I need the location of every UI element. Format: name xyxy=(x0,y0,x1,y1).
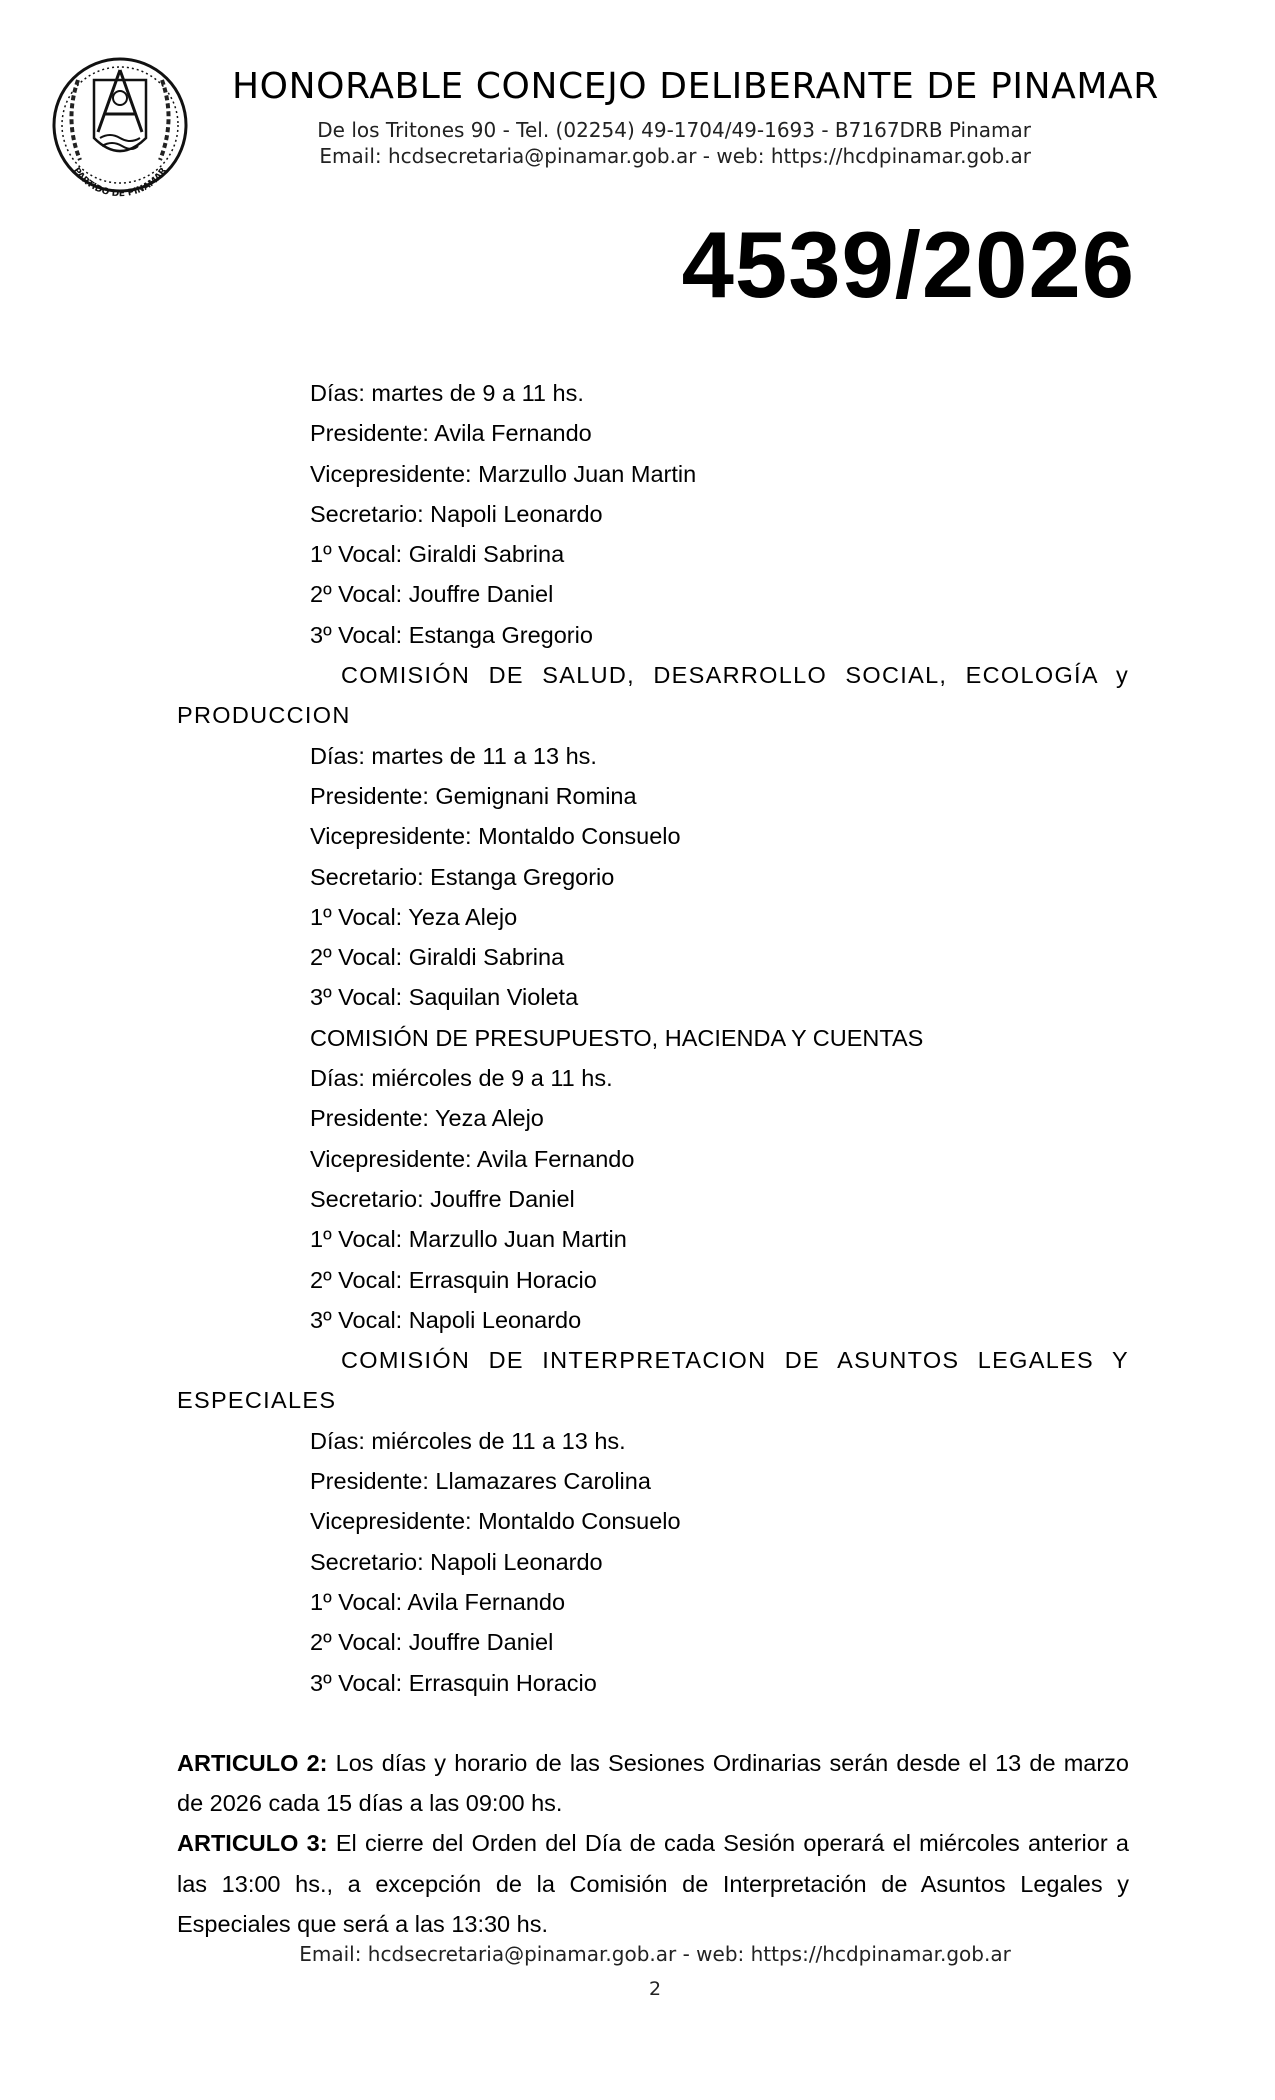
article-text: El cierre del Orden del Día de cada Sesión operará el miércoles anterior a las 13:00 hs., a excepción de la Comisión de Interpretación de Asuntos Legales y Especiales que será a las 13:30 hs. xyxy=(177,1830,1130,1937)
document-number: 4539/2026 xyxy=(681,212,1135,317)
commission-vocal-3: 3º Vocal: Napoli Leonardo xyxy=(310,1306,582,1333)
council-address: De los Tritones 90 - Tel. (02254) 49-1704/49-1693 - B7167DRB Pinamar xyxy=(317,118,1031,142)
commission-vice: Vicepresidente: Avila Fernando xyxy=(310,1145,635,1172)
commission-president: Presidente: Gemignani Romina xyxy=(310,782,637,809)
footer-contact: Email: hcdsecretaria@pinamar.gob.ar - web: https://hcdpinamar.gob.ar xyxy=(299,1942,1011,1966)
commission-days: Días: martes de 9 a 11 hs. xyxy=(310,380,584,406)
commission-secretary: Secretario: Estanga Gregorio xyxy=(310,863,615,890)
council-contact: Email: hcdsecretaria@pinamar.gob.ar - web: https://hcdpinamar.gob.ar xyxy=(319,144,1031,168)
commission-secretary: Secretario: Napoli Leonardo xyxy=(310,500,603,527)
commission-vocal-3: 3º Vocal: Errasquin Horacio xyxy=(310,1669,597,1696)
commission-vocal-1: 1º Vocal: Giraldi Sabrina xyxy=(310,541,565,568)
commission-presupuesto xyxy=(177,1018,1129,1340)
commission-secretary: Secretario: Napoli Leonardo xyxy=(310,1548,603,1575)
commission-title-cont: ESPECIALES xyxy=(177,1387,337,1414)
commission-vocal-2: 2º Vocal: Jouffre Daniel xyxy=(310,1629,554,1656)
council-seal-icon xyxy=(50,40,190,210)
commission-vocal-3: 3º Vocal: Estanga Gregorio xyxy=(310,621,593,648)
article-2 xyxy=(177,1743,1129,1824)
commission-title: COMISIÓN DE SALUD, DESARROLLO SOCIAL, ECOLOGÍA y xyxy=(341,662,1129,689)
commission-title: COMISIÓN DE PRESUPUESTO, HACIENDA Y CUENTAS xyxy=(310,1024,924,1051)
commission-vice: Vicepresidente: Montaldo Consuelo xyxy=(310,1508,681,1535)
commission-days: Días: miércoles de 9 a 11 hs. xyxy=(310,1065,613,1092)
commission-days: Días: martes de 11 a 13 hs. xyxy=(310,742,597,769)
article-label: ARTICULO 2: xyxy=(177,1749,328,1776)
commission-vocal-2: 2º Vocal: Errasquin Horacio xyxy=(310,1266,597,1293)
commission-president: Presidente: Avila Fernando xyxy=(310,420,592,447)
commission-block-1 xyxy=(177,373,1129,655)
commission-vocal-3: 3º Vocal: Saquilan Violeta xyxy=(310,984,579,1011)
seal-text: PARTIDO DE PINAMAR xyxy=(70,166,170,200)
document-body xyxy=(177,373,1129,1944)
commission-vocal-2: 2º Vocal: Jouffre Daniel xyxy=(310,581,554,608)
commission-title: COMISIÓN DE INTERPRETACION DE ASUNTOS LEGALES Y xyxy=(341,1347,1129,1374)
page-number: 2 xyxy=(648,1978,662,2000)
article-3 xyxy=(177,1823,1129,1944)
article-text: Los días y horario de las Sesiones Ordinarias serán desde el 13 de marzo de 2026 cada 15 días a las 09:00 hs. xyxy=(177,1749,1129,1817)
commission-president: Presidente: Llamazares Carolina xyxy=(310,1468,651,1495)
commission-vocal-1: 1º Vocal: Avila Fernando xyxy=(310,1588,566,1615)
commission-salud xyxy=(177,655,1129,1018)
commission-vocal-1: 1º Vocal: Yeza Alejo xyxy=(310,903,518,930)
commission-days: Días: miércoles de 11 a 13 hs. xyxy=(310,1427,626,1454)
commission-interpretacion xyxy=(177,1340,1129,1703)
commission-vocal-2: 2º Vocal: Giraldi Sabrina xyxy=(310,944,565,971)
article-label: ARTICULO 3: xyxy=(177,1830,328,1857)
commission-title-cont: PRODUCCION xyxy=(177,702,351,729)
commission-vice: Vicepresidente: Marzullo Juan Martin xyxy=(310,460,697,487)
commission-vocal-1: 1º Vocal: Marzullo Juan Martin xyxy=(310,1226,627,1253)
commission-president: Presidente: Yeza Alejo xyxy=(310,1105,544,1132)
council-name: HONORABLE CONCEJO DELIBERANTE DE PINAMAR xyxy=(232,66,1159,107)
commission-vice: Vicepresidente: Montaldo Consuelo xyxy=(310,823,681,850)
commission-secretary: Secretario: Jouffre Daniel xyxy=(310,1185,575,1212)
